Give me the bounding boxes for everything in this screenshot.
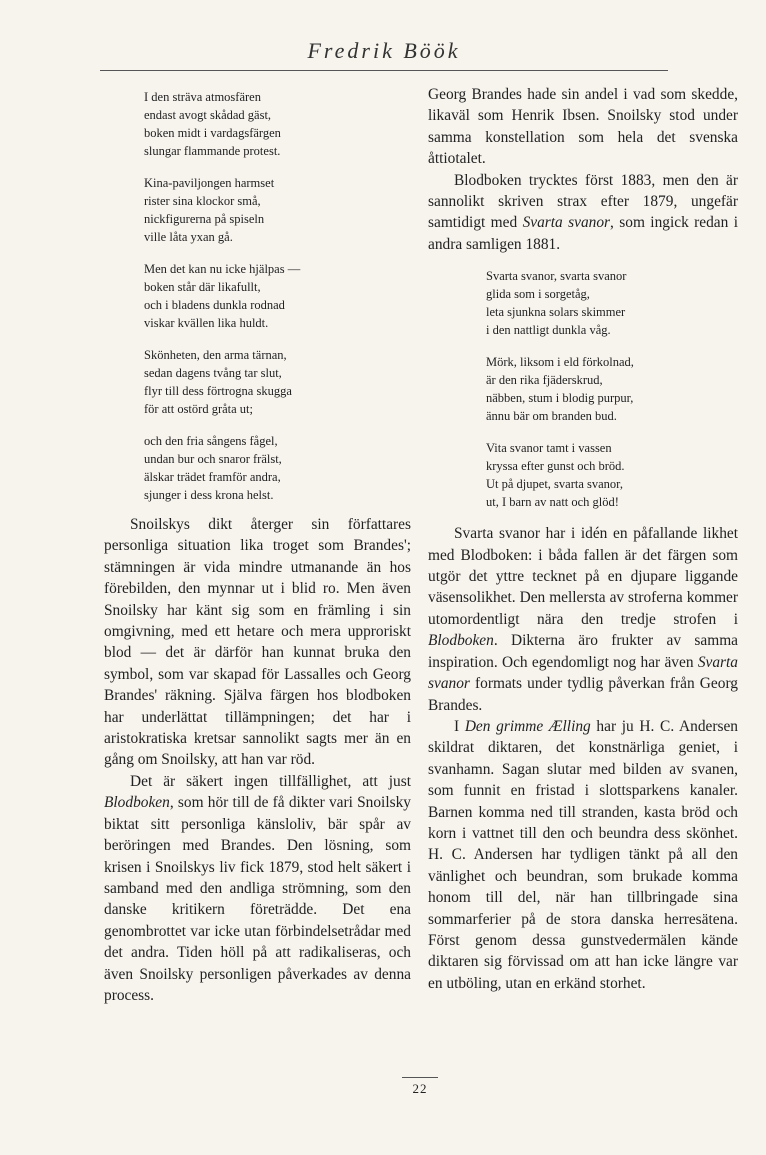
paragraph-text: . Dikterna äro frukter av samma inspiration. Och egendomligt nog har även [428,632,738,671]
poem-line: kryssa efter gunst och bröd. [486,459,625,474]
poem-line: rister sina klockor små, [144,194,261,208]
poem-line: sedan dagens tvång tar slut, [144,366,282,380]
paragraph [428,170,738,256]
poem-line: ville låta yxan gå. [144,230,233,244]
poem-stanza [486,353,738,425]
paragraph-text: Svarta svanor har i idén en påfallande likhet med Blodboken: i båda fallen är det färgen som utgör det yttre tecknet på en djupare liggande väsensolikhet. Den mellersta av stroferna kommer utomordentligt nära den tredje strofen i [428,525,738,628]
poem-line: I den sträva atmosfären [144,90,261,104]
poem-line: boken midt i vardagsfärgen [144,126,281,140]
poem-line: flyr till dess förtrogna skugga [144,384,292,398]
poem-stanza [144,260,411,332]
poem-line: och i bladens dunkla rodnad [144,298,285,312]
poem-svarta-svanor [486,267,738,511]
paragraph-text: Georg Brandes hade sin andel i vad som skedde, likaväl som Henrik Ibsen. Snoilsky stod under samma konstellation som hela det svenska åttiotalet. [428,86,738,168]
poem-line: och den fria sångens fågel, [144,434,278,448]
paragraph-text: , som hör till de få dikter vari Snoilsky biktat sitt personliga känsloliv, bär spår av beröringen med Brandes. Den lösning, som krisen i Snoilskys liv fick 1879, stod helt säkert i samband med den andliga strömning, som den danske kritikern företrädde. Det ena genombrottet var icke utan förbindelsetrådar med det andra. Tiden höll på att radikaliseras, och även Snoilsky personligen påverkades av denna process. [104,794,411,1004]
poem-stanza [486,439,738,511]
poem-line: Ut på djupet, svarta svanor, [486,477,623,492]
poem-line: nickfigurerna på spiseln [144,212,265,226]
poem-line: Men det kan nu icke hjälpas — [144,262,301,276]
poem-line: endast avogt skådad gäst, [144,108,272,122]
poem-line: ut, I barn av natt och glöd! [486,495,619,510]
poem-line: är den rika fjäderskrud, [486,373,603,388]
italic-title: Blodboken [428,632,494,650]
poem-stanza [144,346,411,418]
poem-blodboken [144,88,411,504]
poem-line: för att ostörd gråta ut; [144,402,253,416]
poem-line: Kina-paviljongen harmset [144,176,275,190]
running-header: Fredrik Böök [307,38,461,63]
poem-line: ännu bär om branden bud. [486,409,617,424]
paragraph-text: Blodboken trycktes först 1883, men den är sannolikt skriven strax efter 1879, ungefär samtidigt med [428,171,738,232]
poem-line: näbben, stum i blodig purpur, [486,391,634,406]
italic-title: Den grimme Ælling [464,717,591,735]
paragraph [104,771,411,1006]
poem-line: slungar flammande protest. [144,144,281,158]
poem-line: glida som i sorgetåg, [486,287,590,302]
paragraph-text: formats under tydlig påverkan från Georg Brandes. [428,675,738,714]
folio-rule [402,1077,438,1078]
paragraph [428,716,738,994]
poem-stanza [144,174,411,246]
paragraph-text: Snoilskys dikt återger sin författares personliga situation lika troget som Brandes'; stämningen är vida mindre utmanande än hos förebilden, den mynnar ut i blid ro. Men även Snoilsky har känt sig som en främling i sin omgivning, med ett hetare och mera upproriskt blod — det är därför han kunnat bruka den symbol, som var skapad för Lassalles och Georg Brandes' räkning. Själva färgen hos blodboken har underlättat tillämpningen; det har i aristokratiska kretsar sannolikt sagts mer än en gång om Snoilsky, att han var röd. [104,516,411,769]
poem-line: boken står där likafullt, [144,280,261,294]
italic-title: Svarta svanor [428,653,738,693]
poem-stanza [486,267,738,339]
poem-stanza [144,88,411,160]
poem-stanza [144,432,411,504]
header-rule [100,70,668,71]
poem-line: älskar trädet framför andra, [144,470,281,484]
poem-line: undan bur och snaror frälst, [144,452,282,466]
page-number: 22 [412,1081,428,1096]
italic-title: Svarta svanor [522,214,611,232]
poem-line: Vita svanor tamt i vassen [486,441,612,456]
paragraph-text: Det är säkert ingen tillfällighet, att just [130,772,411,790]
left-column [104,88,411,1006]
paragraph [428,84,738,170]
paragraph [104,514,411,771]
paragraph [428,523,738,716]
poem-line: viskar kvällen lika huldt. [144,316,269,330]
paragraph-text: har ju H. C. Andersen skildrat diktaren, det konstnärliga geniet, i svanhamn. Sagan slutar med bilden av svanen, som funnit en fristad i slottsparkens kanaler. Barnen komma ned till stranden, kasta bröd och korn i vattnet till den och beundra dess skönhet. H. C. Andersen har tydligen tänkt på all den vänlighet och beundran, som brukade komma honom till del, när han tillbringade sina sommarferier på de stora danska herresätena. Först genom dessa gunstvedermälen kände diktaren sig förvissad om att han icke längre var en utböling, utan en erkänd storhet. [428,717,738,992]
paragraph-text: I [454,717,465,735]
right-column [428,84,738,994]
italic-title: Blodboken [104,794,170,812]
poem-line: Skönheten, den arma tärnan, [144,348,287,362]
paragraph-text: , som ingick redan i andra samligen 1881. [428,214,738,253]
poem-line: Svarta svanor, svarta svanor [486,269,627,284]
poem-line: Mörk, liksom i eld förkolnad, [486,355,634,370]
poem-line: leta sjunkna solars skimmer [486,305,626,320]
poem-line: i den nattligt dunkla våg. [486,323,611,338]
poem-line: sjunger i dess krona helst. [144,488,274,502]
